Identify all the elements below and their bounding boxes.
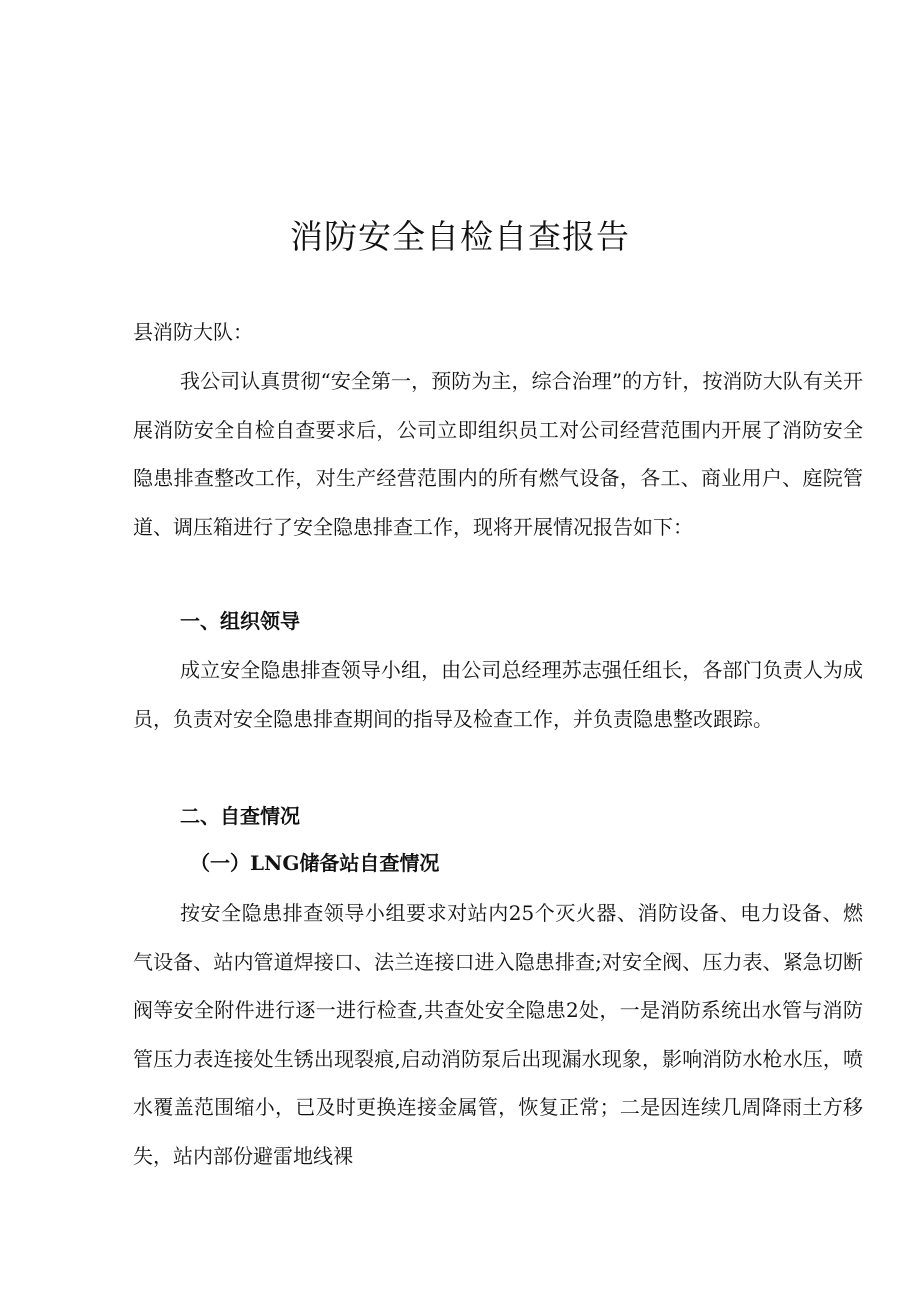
salutation: 县消防大队：: [133, 320, 253, 344]
section-1-body: 成立安全隐患排查领导小组，由公司总经理苏志强任组长，各部门负责人为成员，负责对安全隐患排查期间的指导及检查工作，并负责隐患整改跟踪。: [133, 658, 863, 731]
section-2-heading: 二、自查情况: [180, 804, 300, 828]
subsection-1-body: 按安全隐患排查领导小组要求对站内25个灭火器、消防设备、电力设备、燃气设备、站内管道焊接口、法兰连接口进入隐患排查;对安全阀、压力表、紧急切断阀等安全附件进行逐一进行检查,共查处安全隐患2处，一是消防系统出水管与消防管压力表连接处生锈出现裂痕,启动消防泵后出现漏水现象，影响消防水枪水压，喷水覆盖范围缩小，已及时更换连接金属管，恢复正常；二是因连续几周降雨土方移失，站内部份避雷地线裸: [133, 901, 863, 1168]
intro-paragraph: 我公司认真贯彻“安全第一，预防为主，综合治理”的方针，按消防大队有关开展消防安全自检自查要求后，公司立即组织员工对公司经营范围内开展了消防安全隐患排查整改工作，对生产经营范围内的所有燃气设备，各工、商业用户、庭院管道、调压箱进行了安全隐患排查工作，现将开展情况报告如下：: [133, 369, 863, 539]
section-1-heading: 一、组织领导: [180, 609, 300, 633]
document-title: 消防安全自检自查报告: [290, 217, 630, 256]
subsection-1-heading: （一）LNG储备站自查情况: [190, 851, 440, 875]
